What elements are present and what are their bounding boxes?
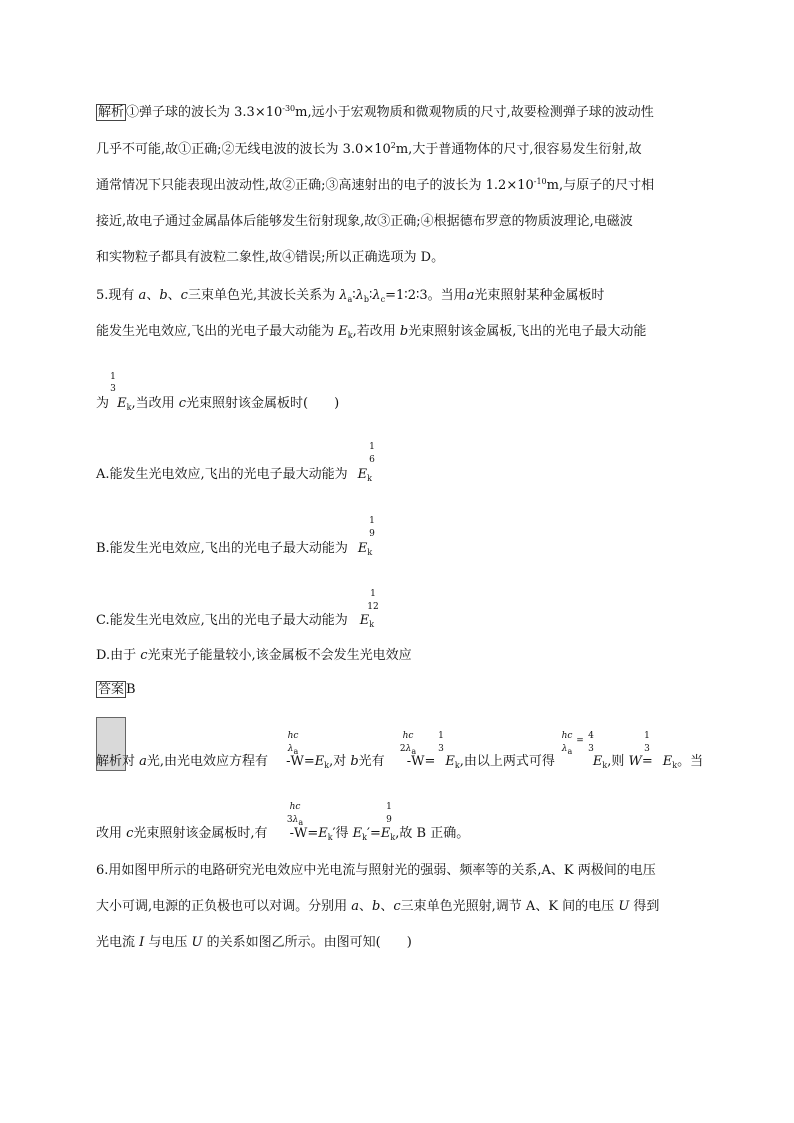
one-ninth-den: 9 — [386, 815, 392, 825]
q5-fraction-numerator: 1 — [110, 372, 116, 382]
optA-fraction-numerator: 1 — [369, 442, 375, 452]
answer-tag: 答案 — [98, 682, 125, 697]
option-d: D.由于 c光束光子能量较小,该金属板不会发生光电效应 — [96, 648, 412, 663]
q5-line-2: 能发生光电效应,飞出的光电子最大动能为 $E_k$,若改用 b光束照射该金属板,飞出的光电子最大动能 — [96, 324, 647, 340]
q6-line-3: 光电流 I 与电压 U 的关系如图乙所示。由图可知( ) — [96, 935, 412, 950]
hc-numerator-4: hc — [289, 802, 301, 812]
optB-fraction-numerator: 1 — [369, 516, 375, 526]
one-third-num-1: 1 — [438, 731, 444, 741]
optA-fraction-denominator: 6 — [369, 455, 375, 465]
hc-numerator-2: hc — [402, 731, 414, 741]
hc-numerator-1: hc — [287, 731, 299, 741]
prev-explanation-line-1: 解析 ①弹子球的波长为 $3.3\times 10^{-30}m$,远小于宏观物质和微观物质的尺寸,故要检测弹子球的波动性 — [98, 104, 654, 120]
option-a: A.能发生光电效应,飞出的光电子最大动能为 $E_k$ — [96, 467, 373, 483]
prev-explanation-line-3: 通常情况下只能表现出波动性,故②正确;③高速射出的电子的波长为 $1.2\times 10^{-10}m$,与原子的尺寸相 — [96, 177, 655, 193]
q6-line-1: 6.用如图甲所示的电路研究光电效应中光电流与照射光的强弱、频率等的关系,A、K 两极间的电压 — [96, 863, 656, 878]
hc-denominator-3: λa — [561, 744, 573, 756]
optC-fraction-denominator: 12 — [367, 602, 379, 612]
one-third-num-2: 1 — [644, 731, 650, 741]
optB-fraction-denominator: 9 — [369, 529, 375, 539]
hc-numerator-3: hc — [561, 731, 573, 741]
one-third-den-2: 3 — [644, 744, 650, 754]
q5-fraction-denominator: 3 — [110, 384, 116, 394]
four-thirds-num: 4 — [588, 731, 594, 741]
optC-fraction-numerator: 1 — [370, 589, 376, 599]
option-b: B.能发生光电效应,飞出的光电子最大动能为 $E_k$ — [96, 541, 373, 557]
option-c: C.能发生光电效应,飞出的光电子最大动能为 $E_k$ — [96, 613, 375, 629]
hc-denominator-2: 2λa — [399, 744, 417, 756]
explanation-line-2: 改用 c光束照射该金属板时,有 $-W=E_k'$得 $E_k'=E_k$,故 B 正确。 — [96, 826, 470, 842]
q5-line-3: 为 $E_k$,当改用 c光束照射该金属板时( ) — [96, 396, 340, 412]
answer-value: B — [126, 682, 136, 697]
explanation-tag-label: 解析 — [96, 754, 123, 769]
prev-explanation-line-2: 几乎不可能,故①正确;②无线电波的波长为 $3.0\times 10^2m$,大于普通物体的尺寸,很容易发生衍射,故 — [96, 141, 642, 157]
four-thirds-den: 3 — [588, 744, 594, 754]
explanation-line-1: 解析对 a光,由光电效应方程有 $-W=E_k$,对 b光有 $-W= E_k$,由以上两式可得 $E_k$,则 $W= E_k$。当 — [96, 754, 704, 770]
prev-explanation-line-4: 接近,故电子通过金属晶体后能够发生衍射现象,故③正确;④根据德布罗意的物质波理论,电磁波 — [96, 214, 633, 229]
one-third-den-1: 3 — [438, 744, 444, 754]
equals-sign: = — [576, 736, 584, 746]
q5-line-1: 5.现有 a、b、c三束单色光,其波长关系为 $\lambda_a∶\lambda_b∶\lambda_c=1∶2∶3$。当用a光束照射某种金属板时 — [96, 288, 605, 304]
question-number: 5. — [96, 288, 109, 303]
one-ninth-num: 1 — [386, 802, 392, 812]
prev-explanation-line-5: 和实物粒子都具有波粒二象性,故④错误;所以正确选项为 D。 — [96, 250, 445, 265]
hc-denominator-1: λa — [287, 744, 299, 756]
explanation-tag: 解析 — [98, 105, 125, 120]
hc-denominator-4: 3λa — [286, 815, 304, 827]
answer-line — [96, 680, 136, 700]
q6-line-2: 大小可调,电源的正负极也可以对调。分别用 a、b、c三束单色光照射,调节 A、K 间的电压 U 得到 — [96, 899, 660, 914]
